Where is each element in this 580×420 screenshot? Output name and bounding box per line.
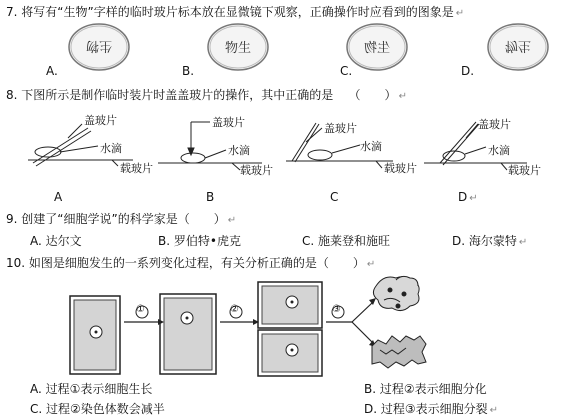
q7-slide-a bbox=[69, 24, 129, 70]
q8-c-water-label: 水滴 bbox=[360, 140, 382, 153]
q8-c-coverslip-label: 盖玻片 bbox=[324, 122, 357, 135]
q10-cell-2 bbox=[160, 294, 216, 374]
q7-option-d-label: D. bbox=[461, 64, 475, 78]
q7-slide-d bbox=[488, 24, 548, 70]
q7-slide-b bbox=[208, 24, 268, 70]
q8-a-water-label: 水滴 bbox=[100, 142, 122, 155]
q9-option-c: C. 施莱登和施旺 bbox=[302, 234, 391, 248]
q8-figure-b-letter: B bbox=[206, 190, 215, 204]
q8-d-coverslip-label: 盖玻片 bbox=[478, 118, 511, 131]
q7-d-text: 物生 bbox=[504, 38, 532, 53]
q7-a-text: 生物 bbox=[85, 38, 113, 53]
q10-stem: 10. 如图是细胞发生的一系列变化过程，有关分析正确的是（ ） ↵ bbox=[6, 256, 376, 270]
q7-stem: 7. 将写有“生物”字样的临时玻片标本放在显微镜下观察，正确操作时应看到的图象是 ↵ bbox=[6, 5, 465, 19]
q7-option-b-label: B. bbox=[182, 64, 195, 78]
q8-b-slide-label: 载玻片 bbox=[240, 164, 273, 177]
q7-b-text: 物生 bbox=[224, 41, 252, 56]
q8-d-slide-label: 载玻片 bbox=[508, 164, 541, 177]
q7-slide-c bbox=[347, 24, 407, 70]
q8-figure-a-letter: A bbox=[54, 190, 63, 204]
q8-b-water-label: 水滴 bbox=[228, 144, 250, 157]
q10-step-2: ② bbox=[230, 304, 239, 315]
q10-cells-3 bbox=[258, 282, 322, 376]
q8-a-slide-label: 载玻片 bbox=[120, 162, 153, 175]
q8-figure-c-letter: C bbox=[330, 190, 339, 204]
q10-step-1: ① bbox=[136, 304, 145, 315]
q9-option-d: D. 海尔蒙特 ↵ bbox=[452, 234, 528, 248]
q10-option-c: C. 过程②染色体数会减半 bbox=[30, 402, 165, 416]
q10-option-b: B. 过程②表示细胞分化 bbox=[364, 382, 487, 396]
q10-step-3: ③ bbox=[332, 304, 341, 315]
q10-cell-1 bbox=[70, 296, 120, 374]
q8-d-water-label: 水滴 bbox=[488, 144, 510, 157]
q9-stem: 9. 创建了“细胞学说”的科学家是（ ） ↵ bbox=[6, 212, 237, 226]
q7-c-text: 生物 bbox=[363, 41, 391, 56]
q9-option-b: B. 罗伯特•虎克 bbox=[158, 234, 241, 248]
q10-option-a: A. 过程①表示细胞生长 bbox=[30, 382, 153, 396]
q8-b-coverslip-label: 盖玻片 bbox=[212, 116, 245, 129]
q10-tissue-upper bbox=[373, 276, 419, 310]
q10-tissue-lower bbox=[372, 336, 426, 368]
q8-c-slide-label: 载玻片 bbox=[384, 162, 417, 175]
q7-option-c-label: C. bbox=[340, 64, 353, 78]
q8-figure-d-letter: D ↵ bbox=[458, 190, 478, 204]
q9-option-a: A. 达尔文 bbox=[30, 234, 82, 248]
q8-a-coverslip-label: 盖玻片 bbox=[84, 114, 117, 127]
q10-option-d: D. 过程③表示细胞分裂 ↵ bbox=[364, 402, 499, 416]
q7-option-a-label: A. bbox=[46, 64, 58, 78]
q10-arrow-2 bbox=[220, 306, 259, 325]
q8-stem: 8. 下图所示是制作临时装片时盖盖玻片的操作，其中正确的是 （ ） ↵ bbox=[6, 88, 407, 102]
